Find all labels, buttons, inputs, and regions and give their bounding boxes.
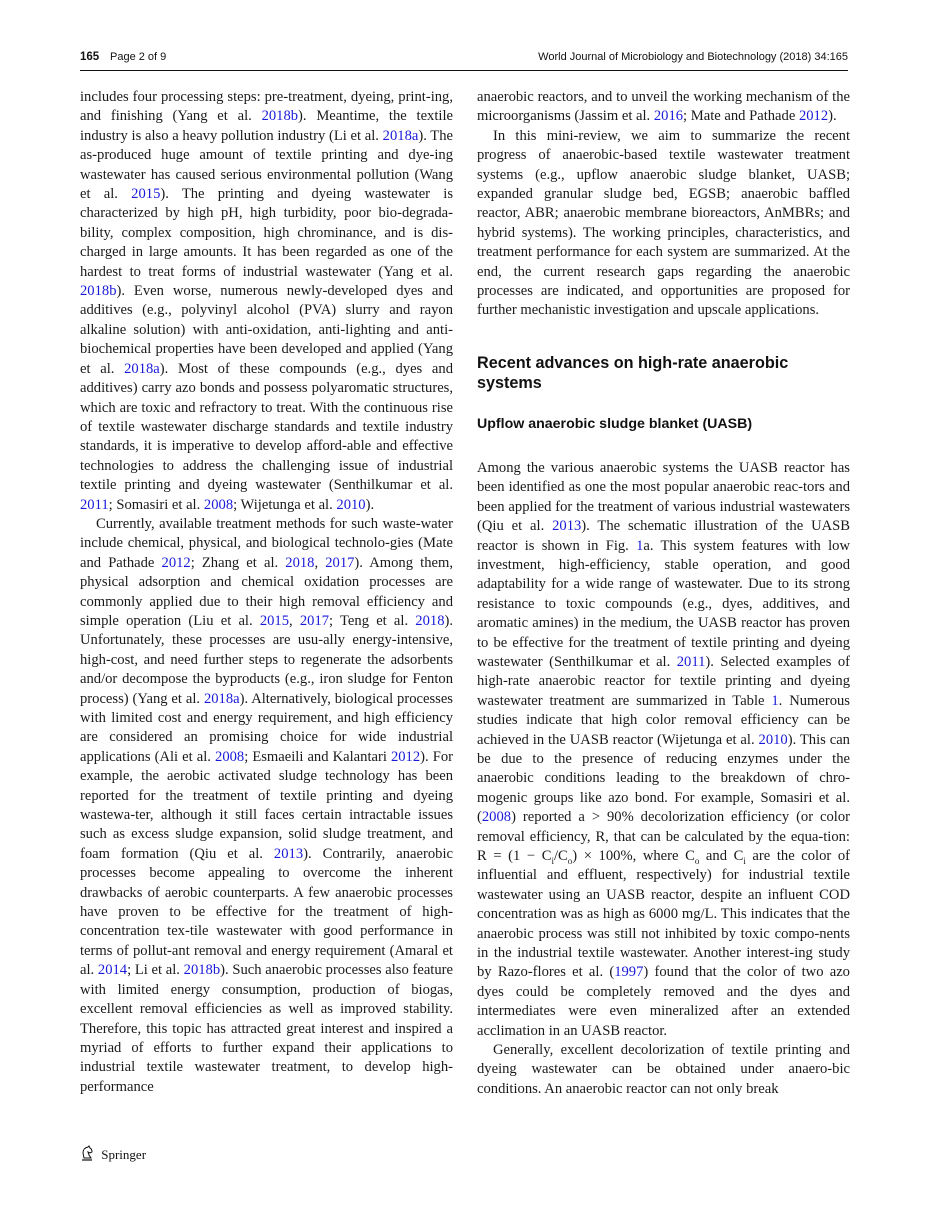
right-column [477, 88, 850, 1099]
header-rule [80, 70, 848, 71]
citation-link[interactable]: 2016 [653, 108, 684, 125]
citation-link[interactable]: 2010 [336, 496, 366, 513]
springer-knight-icon [80, 1145, 94, 1165]
citation-link[interactable]: 2018b [261, 108, 299, 125]
citation-link[interactable]: 2018 [285, 554, 315, 571]
citation-link[interactable]: 1 [636, 537, 644, 554]
running-head [80, 50, 848, 68]
subscript: i [743, 855, 746, 866]
paragraph: Generally, excellent decolorization of textile printing and dyeing wastewater can be obtained under anaero-bic conditions. An anaerobic reactor can not only break [477, 1042, 850, 1097]
citation-link[interactable]: 2018a [203, 690, 240, 707]
paragraph: Currently, available treatment methods for such waste-water include chemical, physical, and biological technolo-gies (Mate and Pathade 2012; Zhang et al. 2018, 2017). Among them, physical adsorption and chemical oxidation processes are commonly applied due to their high removal efficiency and simple operation (Liu et al. 2015, 2017; Teng et al. 2018). Unfortunately, these processes are usu-ally energy-intensive, high-cost, and need further steps to regenerate the adsorbents and/or decompose the byproducts (e.g., iron sludge for Fenton process) (Yang et al. 2018a). Alternatively, biological processes with limited cost and energy requirement, and high efficiency are considered an promising choice for wide industrial applications (Ali et al. 2008; Esmaeili and Kalantari 2012). For example, the aerobic activated sludge technology has been reported for the treatment of textile printing and dyeing wastewa-ter, although it still faces certain intractable issues such as excess sludge expansion, solid sludge treatment, and foam formation (Qiu et al. 2013). Contrarily, anaerobic processes become appealing to overcome the inherent drawbacks of aerobic counterparts. A few anaerobic processes have proven to be effective for the treatment of high-concentration tex-tile wastewater with good performance in terms of pollut-ant removal and energy requirement (Amaral et al. 2014; Li et al. 2018b). Such anaerobic processes also feature with limited energy consumption, production of biogas, excellent removal efficiencies as well as improved stability. Therefore, this topic has attracted great interest and inspired a myriad of efforts to further expand their applications to industrial textile wastewater treatment, to develop high-performance [80, 515, 453, 1095]
citation-link[interactable]: 2011 [676, 653, 706, 670]
citation-link[interactable]: 2011 [80, 496, 109, 513]
citation-link[interactable]: 2013 [273, 845, 304, 862]
citation-link[interactable]: 1997 [614, 964, 644, 981]
publisher-name: Springer [101, 1147, 147, 1162]
citation-link[interactable]: 2008 [215, 748, 245, 765]
page-footer [80, 1145, 146, 1165]
paragraph: anaerobic reactors, and to unveil the working mechanism of the microorganisms (Jassim et al. 2016; Mate and Pathade 2012). [477, 89, 850, 125]
citation-link[interactable]: 2018a [382, 127, 419, 144]
left-column [80, 88, 453, 1097]
citation-link[interactable]: 2018a [124, 360, 160, 377]
citation-link[interactable]: 2012 [390, 748, 421, 765]
paragraph: In this mini-review, we aim to summarize the recent progress of anaerobic-based textile wastewater treatment systems (e.g., upflow anaerobic sludge blanket, UASB; expanded granular sludge bed, EGSB; anaerobic baffled reactor, ABR; anaerobic membrane bioreactors, AnMBRs; and hybrid systems). The working principles, characteristics, and treatment performance for each system are summarized. At the end, the current research gaps regarding the anaerobic processes are indicated, and opportunities are proposed for further mechanistic investigation and upscale applications. [477, 127, 850, 319]
journal-citation: World Journal of Microbiology and Biotechnology (2018) 34:165 [538, 51, 848, 63]
page-number: 165 [80, 51, 100, 63]
paragraph: includes four processing steps: pre-treatment, dyeing, print-ing, and finishing (Yang et al. 2018b). Meantime, the textile industry is also a heavy pollution industry (Li et al. 2018a). The as-produced huge amount of textile printing and dye-ing wastewater has caused serious environmental pollution (Wang et al. 2015). The printing and dyeing wastewater is characterized by high pH, high turbidity, poor bio-degrada-bility, complex composition, high chrominance, and is dis-charged in large amounts. It has been regarded as one of the hardest to treat forms of industrial wastewater (Yang et al. 2018b). Even worse, numerous newly-developed dyes and additives (e.g., polyvinyl alcohol (PVA) slurry and rayon alkaline solution) with anti-oxidation, anti-lighting and anti-biochemical properties have been developed and applied (Yang et al. 2018a). Most of these compounds (e.g., dyes and additives) carry azo bonds and possess polyaromatic structures, which are toxic and refractory to treat. With the continuous rise of textile wastewater discharge standards and textile industry standards, it is imperative to develop afford-able and effective technologies to address the challenging issue of industrial textile printing and dyeing wastewater (Senthilkumar et al. 2011; Somasiri et al. 2008; Wijetunga et al. 2010). [80, 89, 454, 513]
citation-link[interactable]: 2008 [203, 496, 234, 513]
citation-link[interactable]: 2018b [183, 962, 221, 979]
section-heading: Recent advances on high-rate anaerobic systems [477, 353, 789, 392]
citation-link[interactable]: 2013 [552, 518, 582, 535]
subscript: o [694, 855, 700, 866]
citation-link[interactable]: 1 [771, 692, 779, 709]
citation-link[interactable]: 2012 [798, 108, 829, 125]
citation-link[interactable]: 2012 [161, 554, 191, 571]
citation-link[interactable]: 2018 [415, 612, 445, 629]
subsection-heading: Upflow anaerobic sludge blanket (UASB) [477, 415, 753, 432]
paragraph: Among the various anaerobic systems the UASB reactor has been identified as one the most popular anaerobic reac-tors and been applied for the treatment of various industrial wastewaters (Qiu et al. 2013). The schematic illustration of the UASB reactor is shown in Fig. 1a. This system features with low investment, high-efficiency, stable operation, and good adaptability for a wide range of wastewater. Due to its strong resistance to toxic compounds (e.g., dyes, additives, and aromatic amines) in the medium, the UASB reactor has proven to be effective for the treatment of textile printing and dyeing wastewater (Senthilkumar et al. 2011). Selected examples of high-rate anaerobic reactor for textile printing and dyeing wastewater treatment are summarized in Table 1. Numerous studies indicate that high color removal efficiency can be achieved in the UASB reactor (Wijetunga et al. 2010). This can be due to the presence of reducing enzymes under the anaerobic conditions leading to the breakdown of chro-mogenic groups like azo bond. For example, Somasiri et al. (2008) reported a > 90% decolorization efficiency (or color removal efficiency, R, that can be calculated by the equa-tion: $R = (1 - C_i/C_o) \times 100\%$, where $C_o$ and $C_i$ are the color of influential and effluent, respectively) for industrial textile wastewater using an UASB reactor, despite an influent COD concentration was as high as 6000 mg/L. This indicates that the anaerobic process was still not inhibited by toxic compo-nents in the industrial textile wastewater. Another interest-ing study by Razo-flores et al. (1997) found that the color of two azo dyes could be completely removed and the dyes and intermediates were even mineralized after an extended acclimation in an UASB reactor. [477, 459, 851, 1039]
subscript: o [567, 855, 573, 866]
citation-link[interactable]: 2018b [80, 283, 117, 300]
citation-link[interactable]: 2017 [325, 554, 355, 571]
citation-link[interactable]: 2014 [97, 962, 128, 979]
citation-link[interactable]: 2017 [299, 612, 330, 629]
citation-link[interactable]: 2015 [259, 612, 290, 629]
citation-link[interactable]: 2010 [758, 731, 788, 748]
page-of: Page 2 of 9 [110, 51, 167, 63]
citation-link[interactable]: 2015 [131, 186, 161, 203]
subscript: i [551, 855, 554, 866]
citation-link[interactable]: 2008 [481, 809, 512, 826]
